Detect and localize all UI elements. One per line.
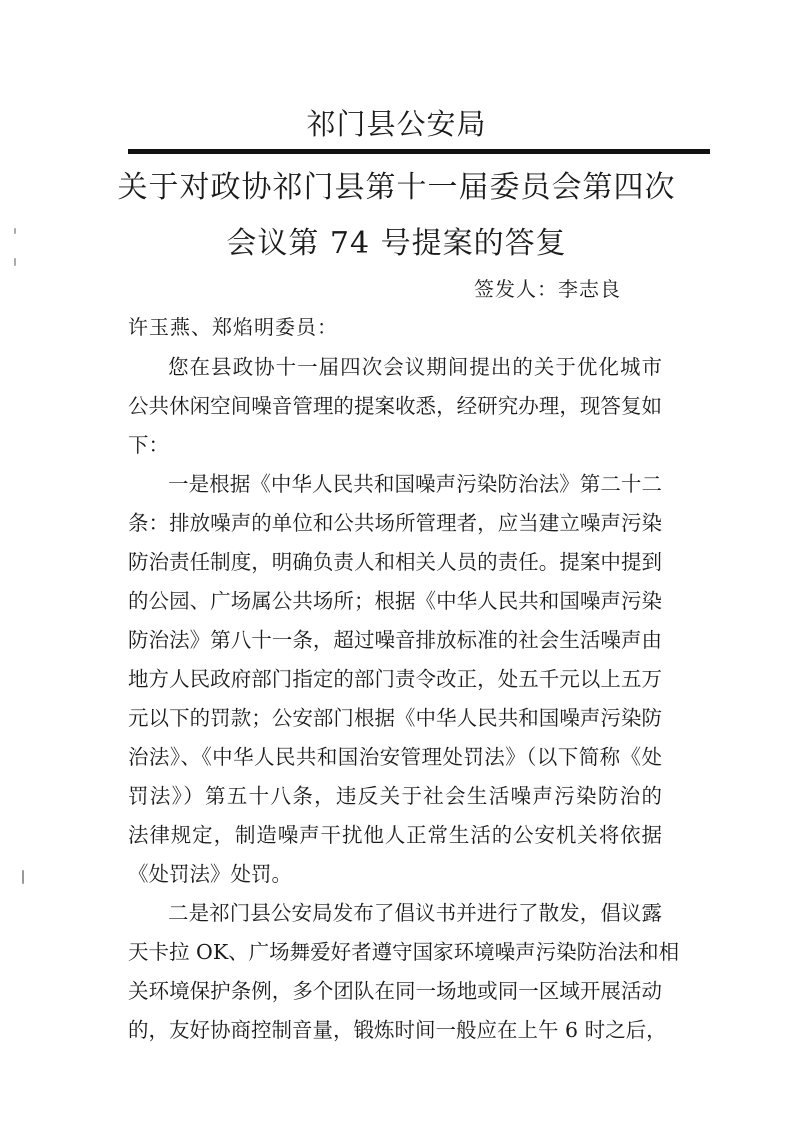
body-line: 关环境保护条例，多个团队在同一场地或同一区域开展活动	[128, 979, 662, 1003]
body-line: 地方人民政府部门指定的部门责令改正，处五千元以上五万	[128, 667, 662, 691]
body-line: 的公园、广场属公共场所；根据《中华人民共和国噪声污染	[128, 589, 662, 613]
scan-artifact	[14, 228, 16, 234]
document-title-line-2: 会议第 74 号提案的答复	[226, 226, 567, 261]
body-line: 元以下的罚款；公安部门根据《中华人民共和国噪声污染防	[128, 706, 662, 730]
body-line: 防治法》第八十一条，超过噪音排放标准的社会生活噪声由	[128, 628, 662, 652]
org-title: 祁门县公安局	[306, 107, 487, 141]
body-line: 下：	[128, 433, 169, 457]
scan-artifact	[22, 870, 24, 884]
body-line: 罚法》）第五十八条，违反关于社会生活噪声污染防治的	[128, 784, 662, 808]
body-line: 二是祁门县公安局发布了倡议书并进行了散发，倡议露	[168, 901, 662, 925]
scan-artifact	[14, 258, 16, 266]
header-rule	[128, 149, 710, 154]
document-title-line-1: 关于对政协祁门县第十一届委员会第四次	[117, 170, 676, 205]
body-line: 天卡拉 OK、广场舞爱好者遵守国家环境噪声污染防治法和相	[128, 940, 680, 964]
body-line: 防治责任制度，明确负责人和相关人员的责任。提案中提到	[128, 550, 662, 574]
body-line: 法律规定，制造噪声干扰他人正常生活的公安机关将依据	[128, 823, 662, 847]
body-line: 治法》、《中华人民共和国治安管理处罚法》（以下简称《处	[128, 745, 662, 769]
body-line: 公共休闲空间噪音管理的提案收悉，经研究办理，现答复如	[128, 394, 662, 418]
body-line: 一是根据《中华人民共和国噪声污染防治法》第二十二	[168, 472, 662, 496]
body-line: 的，友好协商控制音量，锻炼时间一般应在上午 6 时之后，	[128, 1018, 667, 1042]
body-line: 您在县政协十一届四次会议期间提出的关于优化城市	[168, 355, 662, 379]
signer: 签发人：李志良	[474, 277, 621, 301]
salutation: 许玉燕、郑焰明委员：	[128, 315, 338, 339]
body-line: 《处罚法》处罚。	[128, 862, 292, 886]
body-line: 条：排放噪声的单位和公共场所管理者，应当建立噪声污染	[128, 511, 662, 535]
